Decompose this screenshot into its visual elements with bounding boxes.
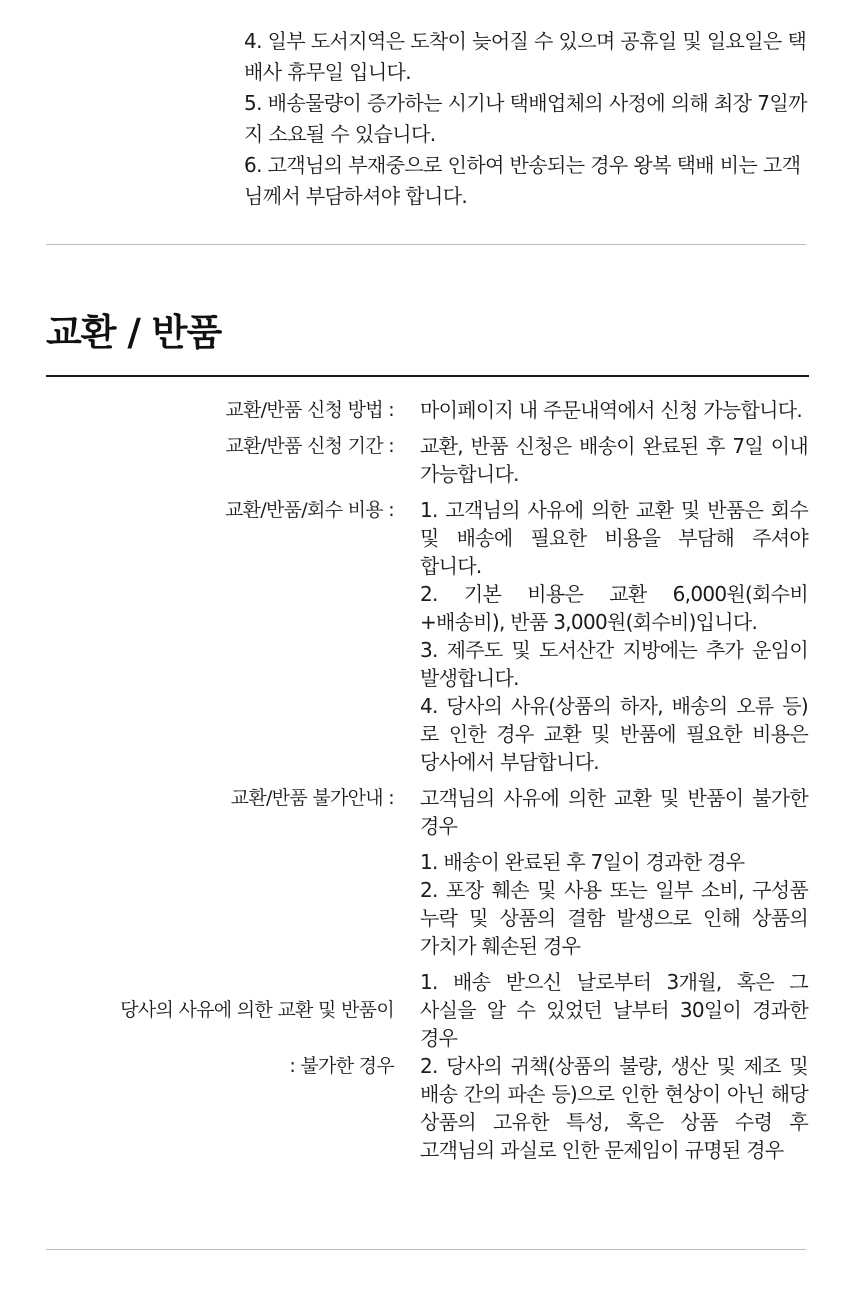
policy-row-period — [46, 432, 812, 488]
policy-line: 1. 고객님의 사유에 의한 교환 및 반품은 회수 및 배송에 필요한 비용을 부담해 주셔야 합니다. — [420, 498, 808, 578]
policy-label-cost: 교환/반품/회수 비용 : — [224, 499, 394, 521]
policy-line: 2. 포장 훼손 및 사용 또는 일부 소비, 구성품 누락 및 상품의 결함 발생으로 인해 상품의 가치가 훼손된 경우 — [420, 878, 808, 958]
policy-label-not-allowed: 교환/반품 불가안내 : — [230, 787, 394, 809]
policy-line: 2. 당사의 귀책(상품의 불량, 생산 및 제조 및 배송 간의 파손 등)으로 인한 현상이 아닌 해당 상품의 고유한 특성, 혹은 상품 수령 후 고객님의 과실로 인한 문제임이 규명된 경우 — [420, 1054, 808, 1162]
policy-row-method — [46, 396, 812, 424]
shipping-notes — [244, 26, 810, 212]
policy-label-method: 교환/반품 신청 방법 : — [225, 399, 394, 421]
policy-value-period — [420, 432, 808, 488]
policy-row-cost — [46, 496, 812, 776]
policy-value-not-allowed — [420, 784, 808, 960]
section-title: 교환 / 반품 — [46, 311, 222, 354]
shipping-note-4: 4. 일부 도서지역은 도착이 늦어질 수 있으며 공휴일 및 일요일은 택배사 휴무일 입니다. — [244, 29, 807, 84]
policy-line: 3. 제주도 및 도서산간 지방에는 추가 운임이 발생합니다. — [420, 638, 808, 690]
exchange-return-policy-table — [46, 396, 812, 1172]
title-underline — [46, 375, 809, 377]
policy-row-company-not-allowed — [46, 968, 812, 1164]
policy-line: 2. 기본 비용은 교환 6,000원(회수비+배송비), 반품 3,000원(회수비)입니다. — [420, 582, 808, 634]
policy-row-not-allowed — [46, 784, 812, 960]
shipping-note-5: 5. 배송물량이 증가하는 시기나 택배업체의 사정에 의해 최장 7일까지 소요될 수 있습니다. — [244, 91, 807, 146]
policy-label-line: : 불가한 경우 — [289, 1055, 394, 1077]
policy-value-cost — [420, 496, 808, 776]
policy-text: 교환, 반품 신청은 배송이 완료된 후 7일 이내 가능합니다. — [420, 434, 808, 486]
shipping-note-6: 6. 고객님의 부재중으로 인하여 반송되는 경우 왕복 택배 비는 고객님께서 부담하셔야 합니다. — [244, 153, 801, 208]
policy-line: 1. 배송 받으신 날로부터 3개월, 혹은 그 사실을 알 수 있었던 날부터 30일이 경과한 경우 — [420, 970, 808, 1050]
policy-value-company-not-allowed — [420, 968, 808, 1164]
policy-text: 마이페이지 내 주문내역에서 신청 가능합니다. — [420, 398, 803, 422]
section-divider — [46, 244, 806, 245]
policy-intro: 고객님의 사유에 의한 교환 및 반품이 불가한 경우 — [420, 786, 808, 838]
policy-label-company-not-allowed — [46, 968, 394, 1164]
section-divider — [46, 1249, 806, 1250]
policy-label-period: 교환/반품 신청 기간 : — [225, 435, 394, 457]
policy-line: 1. 배송이 완료된 후 7일이 경과한 경우 — [420, 850, 745, 874]
policy-line: 4. 당사의 사유(상품의 하자, 배송의 오류 등)로 인한 경우 교환 및 반품에 필요한 비용은 당사에서 부담합니다. — [420, 694, 808, 774]
policy-value-method — [420, 396, 808, 424]
policy-label-line: 당사의 사유에 의한 교환 및 반품이 — [120, 999, 394, 1021]
